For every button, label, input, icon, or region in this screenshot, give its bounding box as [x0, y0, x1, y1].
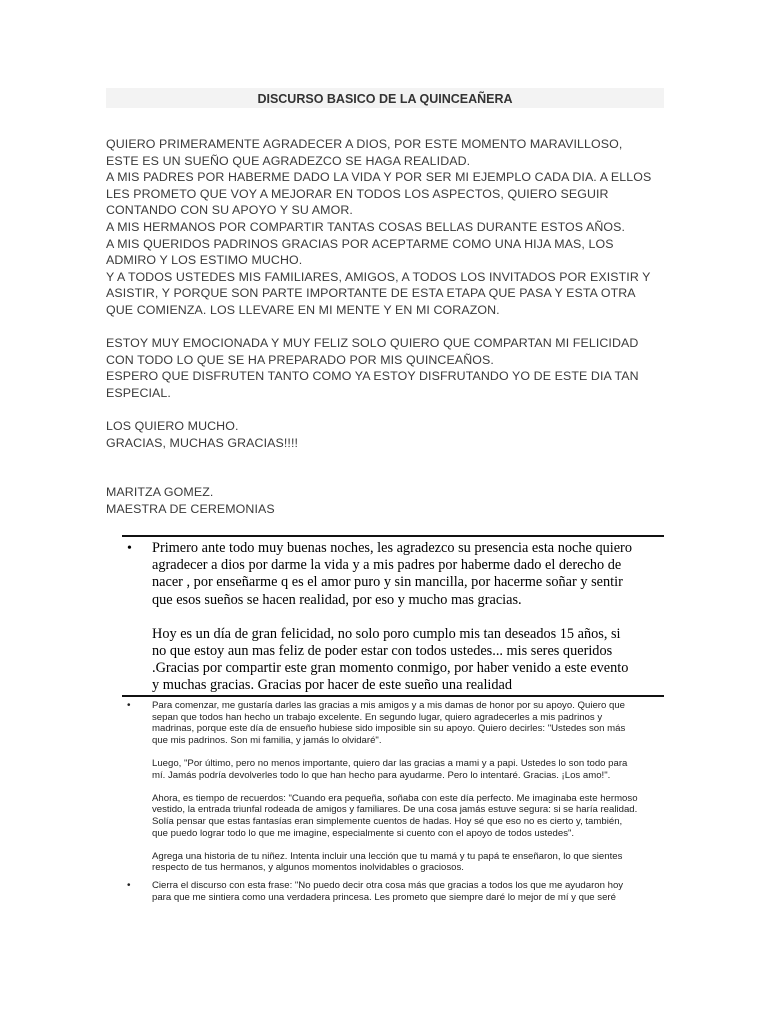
- speech-line: MARITZA GOMEZ.: [106, 485, 214, 500]
- speech-line: [106, 402, 666, 419]
- speech-line: ESTOY MUY EMOCIONADA Y MUY FELIZ SOLO QUIERO QUE COMPARTAN MI FELICIDAD: [106, 336, 639, 351]
- speech-line: Y A TODOS USTEDES MIS FAMILIARES, AMIGOS, A TODOS LOS INVITADOS POR EXISTIR Y: [106, 269, 651, 284]
- tips-list-item: [127, 700, 663, 874]
- serif-line: que esos sueños se hacen realidad, por eso y mucho mas gracias.: [152, 591, 522, 608]
- serif-bullet-block: [127, 540, 667, 695]
- tip-line: Solía pensar que estas fantasías eran simplemente cuentos de hadas. Hoy sé que eso no es cierto y, también,: [152, 815, 623, 827]
- divider-top: [122, 535, 664, 537]
- tip-line: Cierra el discurso con esta frase: "No puedo decir otra cosa más que gracias a todos los que me ayudaron hoy: [152, 879, 624, 891]
- tips-list-item: [127, 880, 663, 903]
- speech-line: A MIS PADRES POR HABERME DADO LA VIDA Y POR SER MI EJEMPLO CADA DIA. A ELLOS: [106, 170, 652, 185]
- tip-line: [152, 839, 663, 851]
- tip-line: [152, 781, 663, 793]
- speech-line: [106, 319, 666, 336]
- serif-line: no que estoy aun mas feliz de poder estar con todos ustedes... mis seres queridos: [152, 643, 613, 660]
- tip-line: madrinas, porque este día de ensueño hubiese sido imposible sin su apoyo. Quiero decirles: "Ustedes son más: [152, 723, 626, 735]
- tip-line: mí. Jamás podría devolverles todo lo que han hecho para ayudarme. Pero lo intentaré. Gracias. ¡Los amo!".: [152, 769, 611, 781]
- speech-line: [106, 451, 666, 468]
- tip-line: Para comenzar, me gustaría darles las gracias a mis amigos y a mis damas de honor por su apoyo. Quiero que: [152, 700, 625, 711]
- document-title: DISCURSO BASICO DE LA QUINCEAÑERA: [257, 92, 513, 106]
- speech-line: ESTE ES UN SUEÑO QUE AGRADEZCO SE HAGA REALIDAD.: [106, 153, 471, 168]
- bullet-icon: •: [127, 541, 132, 556]
- serif-line: y muchas gracias. Gracias por hacer de este sueño una realidad: [152, 677, 513, 694]
- tip-line: respecto de tus hermanos, y algunos momentos inolvidables o graciosos.: [152, 862, 464, 874]
- tips-item-1-text: [152, 700, 663, 874]
- speech-line: GRACIAS, MUCHAS GRACIAS!!!!: [106, 435, 299, 450]
- speech-line: LOS QUIERO MUCHO.: [106, 419, 239, 434]
- tips-list: [127, 700, 663, 903]
- bullet-icon: •: [127, 700, 131, 711]
- tip-line: sepan que todos han hecho un trabajo excelente. En segundo lugar, quiero agradecerles a mis padrinos y: [152, 711, 603, 723]
- tip-line: vestido, la entrada triunfal rodeada de amigos y familiares. De una cosa jamás estuve segura: si se haría realidad.: [152, 804, 638, 816]
- speech-line: ADMIRO Y LOS ESTIMO MUCHO.: [106, 253, 303, 268]
- speech-line: LES PROMETO QUE VOY A MEJORAR EN TODOS LOS ASPECTOS, QUIERO SEGUIR: [106, 186, 609, 201]
- tip-line: para que me sintiera como una verdadera princesa. Les prometo que siempre daré lo mejor de mí y que seré: [152, 891, 616, 903]
- speech-line: [106, 468, 666, 485]
- speech-line: ASISTIR, Y PORQUE SON PARTE IMPORTANTE DE ESTA ETAPA QUE PASA Y ESTA OTRA: [106, 286, 636, 301]
- tip-line: que mis padrinos. Son mi familia, y jamás lo olvidaré".: [152, 734, 382, 746]
- tip-line: [152, 746, 663, 758]
- speech-line: QUE COMIENZA. LOS LLEVARE EN MI MENTE Y EN MI CORAZON.: [106, 302, 500, 317]
- tip-line: que puedo lograr todo lo que me imagine, especialmente si cuento con el apoyo de todos ustedes".: [152, 827, 575, 839]
- tip-line: Ahora, es tiempo de recuerdos: "Cuando era pequeña, soñaba con este día perfecto. Me imaginaba este hermoso: [152, 792, 638, 804]
- serif-line: nacer , por enseñarme q es el amor puro y sin mancilla, por hacerme soñar y sentir: [152, 574, 623, 591]
- speech-line: A MIS HERMANOS POR COMPARTIR TANTAS COSAS BELLAS DURANTE ESTOS AÑOS.: [106, 219, 626, 234]
- serif-line: Primero ante todo muy buenas noches, les agradezco su presencia esta noche quiero: [152, 540, 632, 556]
- speech-line: QUIERO PRIMERAMENTE AGRADECER A DIOS, POR ESTE MOMENTO MARAVILLOSO,: [106, 137, 623, 151]
- serif-paragraph-2: [152, 626, 667, 695]
- speech-line: CON TODO LO QUE SE HA PREPARADO POR MIS QUINCEAÑOS.: [106, 352, 494, 367]
- serif-line: agradecer a dios por darme la vida y a mis padres por haberme dado el derecho de: [152, 557, 622, 574]
- speech-line: A MIS QUERIDOS PADRINOS GRACIAS POR ACEPTARME COMO UNA HIJA MAS, LOS: [106, 236, 614, 251]
- bullet-icon: •: [127, 879, 131, 891]
- speech-line: MAESTRA DE CEREMONIAS: [106, 502, 275, 517]
- serif-paragraph-1: [152, 540, 667, 609]
- speech-line: ESPERO QUE DISFRUTEN TANTO COMO YA ESTOY DISFRUTANDO YO DE ESTE DIA TAN: [106, 369, 639, 384]
- tip-line: Agrega una historia de tu niñez. Intenta incluir una lección que tu mamá y tu papá te enseñaron, lo que sientes: [152, 850, 623, 862]
- speech-line: CONTANDO CON SU APOYO Y SU AMOR.: [106, 203, 353, 218]
- tip-line: Luego, "Por último, pero no menos importante, quiero dar las gracias a mami y a papi. Ustedes lo son todo para: [152, 757, 628, 769]
- serif-line: Hoy es un día de gran felicidad, no solo poro cumplo mis tan deseados 15 años, si: [152, 625, 621, 642]
- speech-body: [106, 136, 666, 518]
- serif-line: .Gracias por compartir este gran momento conmigo, por haber venido a este evento: [152, 660, 629, 677]
- tips-item-2-text: [152, 880, 663, 903]
- divider-bottom: [122, 695, 664, 697]
- speech-line: ESPECIAL.: [106, 385, 171, 400]
